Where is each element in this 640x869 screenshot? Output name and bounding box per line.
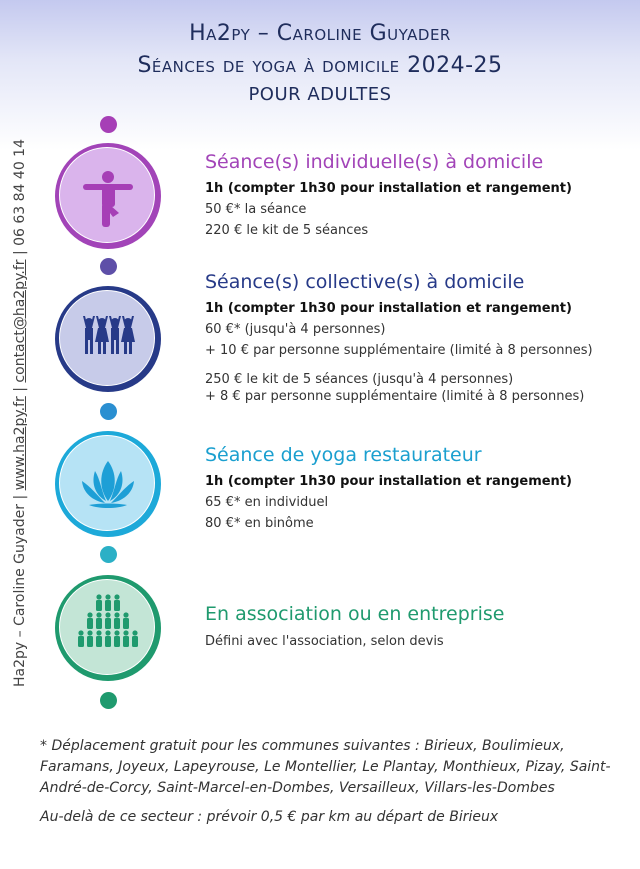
timeline-dot: [100, 692, 117, 709]
timeline-dot: [100, 546, 117, 563]
price-line: 65 €* en individuel: [205, 495, 329, 510]
section-individual: [205, 149, 625, 241]
section-collective: [205, 269, 625, 405]
section-title: Séance de yoga restaurateur: [205, 444, 482, 466]
restorative-session-badge: [55, 431, 161, 537]
header: [0, 18, 640, 108]
yoga-tree-pose-icon: [55, 143, 161, 249]
website-link[interactable]: www.ha2py.fr: [12, 396, 28, 491]
price-line: + 10 € par personne supplémentaire (limité à 8 personnes): [205, 343, 593, 358]
section-title: Séance(s) collective(s) à domicile: [205, 271, 525, 293]
price-line: 60 €* (jusqu'à 4 personnes): [205, 322, 386, 337]
title-line-1: Ha2py – Caroline Guyader: [189, 21, 451, 46]
section-duration: 1h (compter 1h30 pour installation et rangement): [205, 474, 572, 489]
section-title: Séance(s) individuelle(s) à domicile: [205, 151, 544, 173]
organization-session-badge: [55, 575, 161, 681]
price-line: 220 € le kit de 5 séances: [205, 223, 369, 238]
individual-session-badge: [55, 143, 161, 249]
price-line: 80 €* en binôme: [205, 516, 314, 531]
timeline-dot: [100, 258, 117, 275]
price-line: Défini avec l'association, selon devis: [205, 634, 444, 649]
side-contact: [8, 138, 32, 688]
travel-beyond-note: Au-delà de ce secteur : prévoir 0,5 € par km au départ de Birieux: [40, 809, 499, 825]
email-link[interactable]: contact@ha2py.fr: [12, 259, 28, 383]
group-people-icon: [55, 286, 161, 392]
collective-session-badge: [55, 286, 161, 392]
footer-notes: [40, 736, 620, 836]
title-line-2: Séances de yoga à domicile 2024-25: [137, 53, 503, 78]
price-line: + 8 € par personne supplémentaire (limité à 8 personnes): [205, 389, 585, 404]
section-restorative: [205, 442, 625, 534]
side-name: Ha2py – Caroline Guyader |: [12, 490, 28, 688]
section-organization: [205, 601, 625, 652]
title-line-3: POUR ADULTES: [248, 84, 392, 105]
price-line: 50 €* la séance: [205, 202, 307, 217]
timeline-dot: [100, 116, 117, 133]
section-title: En association ou en entreprise: [205, 603, 505, 625]
timeline-dot: [100, 403, 117, 420]
section-duration: 1h (compter 1h30 pour installation et rangement): [205, 181, 572, 196]
price-line: 250 € le kit de 5 séances (jusqu'à 4 personnes): [205, 372, 514, 387]
section-duration: 1h (compter 1h30 pour installation et rangement): [205, 301, 572, 316]
side-phone: | 06 63 84 40 14: [12, 139, 28, 260]
crowd-pyramid-icon: [55, 575, 161, 681]
lotus-icon: [55, 431, 161, 537]
side-separator: |: [12, 382, 28, 397]
travel-note: * Déplacement gratuit pour les communes suivantes : Birieux, Boulimieux, Faramans, Joyeux, Lapeyrouse, Le Montellier, Le Plantay, Monthieux, Pizay, Saint-André-de-Corcy, Saint-Marcel-en-Dombes, Versailleux, Villars-les-Dombes: [40, 738, 611, 796]
